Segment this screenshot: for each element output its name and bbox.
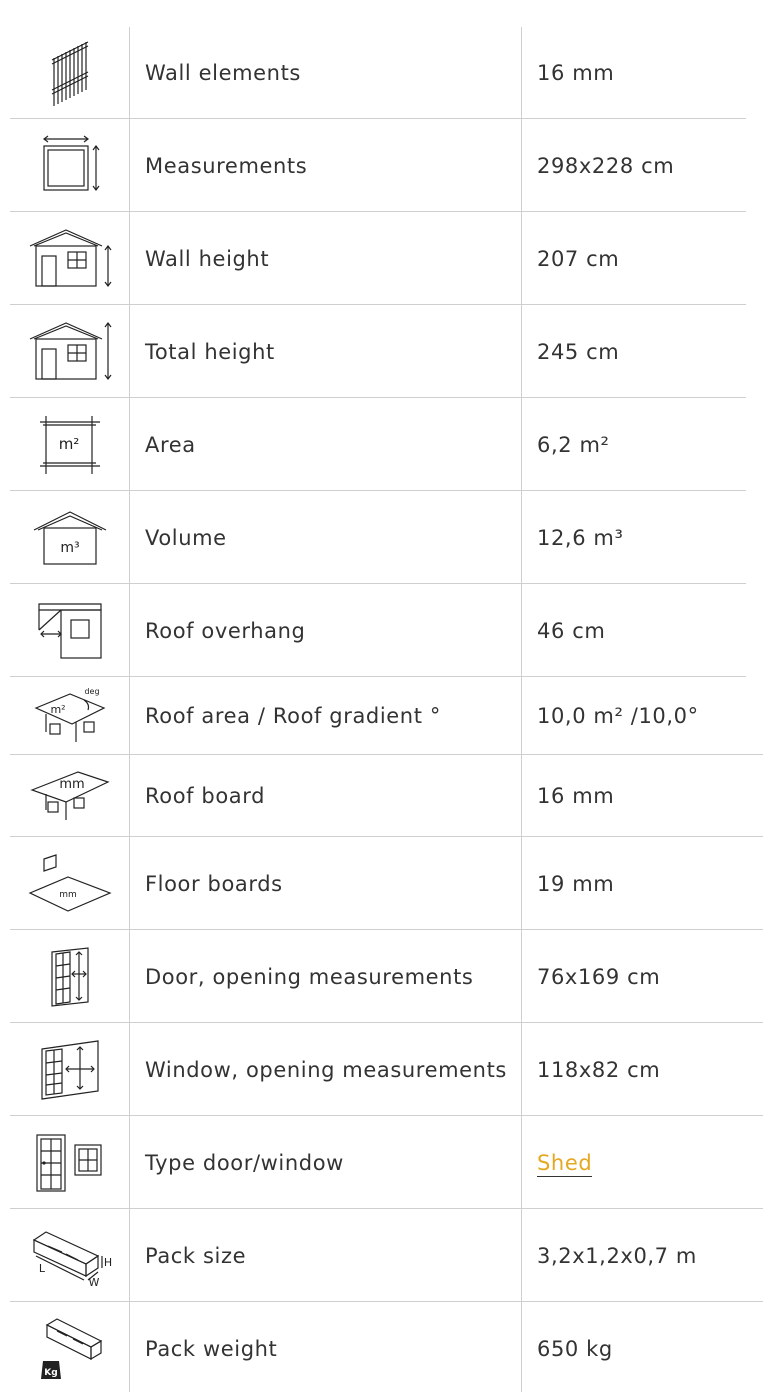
- pack-weight-icon: [10, 1302, 129, 1395]
- volume-icon: [10, 491, 129, 584]
- svg-text:deg: deg: [83, 687, 100, 696]
- spec-label: Volume: [145, 525, 227, 550]
- area-icon: [10, 398, 129, 491]
- spec-row-door-window-type: [10, 1116, 765, 1209]
- svg-text:m²: m²: [58, 434, 79, 453]
- svg-text:W: W: [88, 1275, 99, 1289]
- spec-row-volume: [10, 491, 765, 584]
- measurements-icon: [10, 119, 129, 212]
- spec-value: 12,6 m³: [537, 525, 624, 550]
- spec-row-area: [10, 398, 765, 491]
- spec-value: 298x228 cm: [537, 153, 675, 178]
- pack-size-icon: [10, 1209, 129, 1302]
- spec-value: 118x82 cm: [537, 1057, 661, 1082]
- spec-label: Wall elements: [145, 61, 301, 85]
- spec-row-pack-weight: [10, 1302, 765, 1395]
- spec-value: 46 cm: [537, 618, 606, 643]
- spec-value: 19 mm: [537, 871, 615, 896]
- spec-row-measurements: [10, 119, 765, 212]
- spec-row-roof-area-gradient: [10, 677, 765, 755]
- door-window-type-link[interactable]: Shed: [537, 1150, 593, 1175]
- door-window-type-icon: [10, 1116, 129, 1209]
- spec-label: Area: [145, 432, 196, 457]
- window-opening-icon: [10, 1023, 129, 1116]
- spec-label: Type door/window: [145, 1150, 344, 1175]
- svg-text:mm: mm: [58, 889, 77, 900]
- spec-label: Pack weight: [145, 1336, 278, 1361]
- spec-row-pack-size: [10, 1209, 765, 1302]
- svg-text:mm: mm: [58, 777, 85, 792]
- spec-row-roof-overhang: [10, 584, 765, 677]
- svg-text:m³: m³: [59, 539, 80, 556]
- specifications-table: [10, 27, 765, 1395]
- spec-label: Wall height: [145, 246, 270, 271]
- spec-value: 207 cm: [537, 246, 620, 271]
- spec-value: 76x169 cm: [537, 964, 661, 989]
- spec-label: Door, opening measurements: [145, 964, 474, 989]
- spec-value: 10,0 m² /10,0°: [537, 704, 699, 728]
- spec-value-cell: [522, 1151, 765, 1175]
- spec-label: Roof area / Roof gradient °: [145, 704, 441, 728]
- spec-label: Floor boards: [145, 871, 283, 896]
- svg-text:Kg: Kg: [43, 1367, 58, 1378]
- spec-value: 3,2x1,2x0,7 m: [537, 1243, 697, 1268]
- spec-row-roof-board: [10, 755, 765, 837]
- spec-label: Window, opening measurements: [145, 1057, 507, 1082]
- door-opening-icon: [10, 930, 129, 1023]
- roof-board-icon: [10, 755, 129, 837]
- floor-boards-icon: [10, 837, 129, 930]
- roof-area-gradient-icon: [10, 677, 129, 755]
- spec-value: 16 mm: [537, 61, 615, 85]
- svg-text:L: L: [38, 1261, 45, 1275]
- wall-height-icon: [10, 212, 129, 305]
- spec-label: Roof overhang: [145, 618, 306, 643]
- spec-label: Measurements: [145, 153, 308, 178]
- spec-value: 6,2 m²: [537, 432, 610, 457]
- spec-row-wall-height: [10, 212, 765, 305]
- spec-row-door-opening: [10, 930, 765, 1023]
- spec-row-total-height: [10, 305, 765, 398]
- roof-overhang-icon: [10, 584, 129, 677]
- spec-row-window-opening: [10, 1023, 765, 1116]
- spec-label: Roof board: [145, 784, 266, 808]
- total-height-icon: [10, 305, 129, 398]
- spec-row-wall-elements: [10, 27, 765, 119]
- svg-text:m²: m²: [49, 703, 66, 716]
- spec-value: 245 cm: [537, 339, 620, 364]
- spec-value: 650 kg: [537, 1336, 613, 1361]
- spec-value: 16 mm: [537, 784, 615, 808]
- spec-label: Pack size: [145, 1243, 247, 1268]
- svg-text:H: H: [103, 1255, 112, 1269]
- wall-elements-icon: [10, 27, 129, 119]
- spec-row-floor-boards: [10, 837, 765, 930]
- spec-label: Total height: [145, 339, 275, 364]
